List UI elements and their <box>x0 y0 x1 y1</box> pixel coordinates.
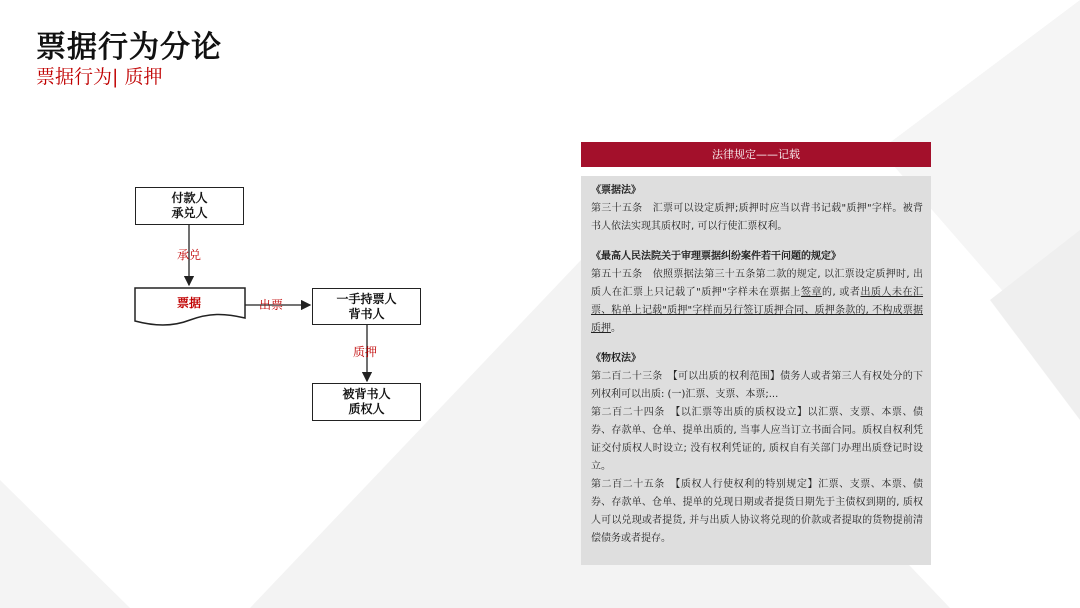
property-law-article-224: 第二百二十四条 【以汇票等出质的质权设立】以汇票、支票、本票、债券、存款单、仓单、提单出质的, 当事人应当订立书面合同。质权自权利凭证交付质权人时设立; 没有权利凭证的, 质权自有关部门办理出质登记时设立。 <box>591 407 923 472</box>
holder-box <box>312 288 421 325</box>
pledgee-box-line-2: 质权人 <box>348 402 385 416</box>
property-law-article-223: 第二百二十三条 【可以出质的权利范围】债务人或者第三人有权处分的下列权利可以出质: (一)汇票、支票、本票;... <box>591 371 923 400</box>
acceptance-label: 承兑 <box>177 248 202 262</box>
supreme-court-article-55 <box>591 266 923 338</box>
bill-label: 票据 <box>177 296 202 310</box>
legal-panel <box>581 176 931 565</box>
payer-box-line-1: 付款人 <box>171 191 208 205</box>
property-law-article-225: 第二百二十五条 【质权人行使权利的特别规定】汇票、支票、本票、债券、存款单、仓单、提单的兑现日期或者提货日期先于主债权到期的, 质权人可以兑现或者提货, 并与出质人协议将兑现的价款或者提取的货物提前清偿债务或者提存。 <box>591 479 923 544</box>
bill-law-article-35: 第三十五条 汇票可以设定质押;质押时应当以背书记载"质押"字样。被背书人依法实现其质权时, 可以行使汇票权利。 <box>591 203 923 232</box>
page-subtitle: 票据行为| 质押 <box>36 66 163 88</box>
issue-label: 出票 <box>259 298 284 312</box>
holder-box-line-2: 背书人 <box>348 306 385 321</box>
supreme-court-provisions-title: 《最高人民法院关于审理票据纠纷案件若干问题的规定》 <box>591 251 841 262</box>
pledge-label: 质押 <box>353 345 378 359</box>
article-55-underline-seal: 签章 <box>801 287 823 298</box>
pledgee-box-line-1: 被背书人 <box>342 387 391 401</box>
article-55-text-e: 。 <box>611 323 621 334</box>
bill-law-title: 《票据法》 <box>591 185 641 196</box>
pledgee-box <box>312 383 421 421</box>
property-law-title: 《物权法》 <box>591 353 641 364</box>
legal-panel-heading: 法律规定——记载 <box>581 142 931 167</box>
article-55-text-a: 第五十五条 依照票据法第三十五条第二款的规定, 以汇票设定质押时, 出质人在汇票上只记载了"质押"字样未在票据上 <box>591 269 923 298</box>
article-55-underline-clause: 出质人未在汇票、粘单上记载"质押"字样而另行签订质押合同、质押条款的, 不构成票据质押 <box>591 287 924 334</box>
article-55-text-c: 的, 或者 <box>822 287 861 298</box>
page-title: 票据行为分论 <box>36 30 222 65</box>
payer-box-line-2: 承兑人 <box>171 206 208 220</box>
holder-box-line-1: 一手持票人 <box>336 291 397 306</box>
payer-box <box>135 187 244 225</box>
